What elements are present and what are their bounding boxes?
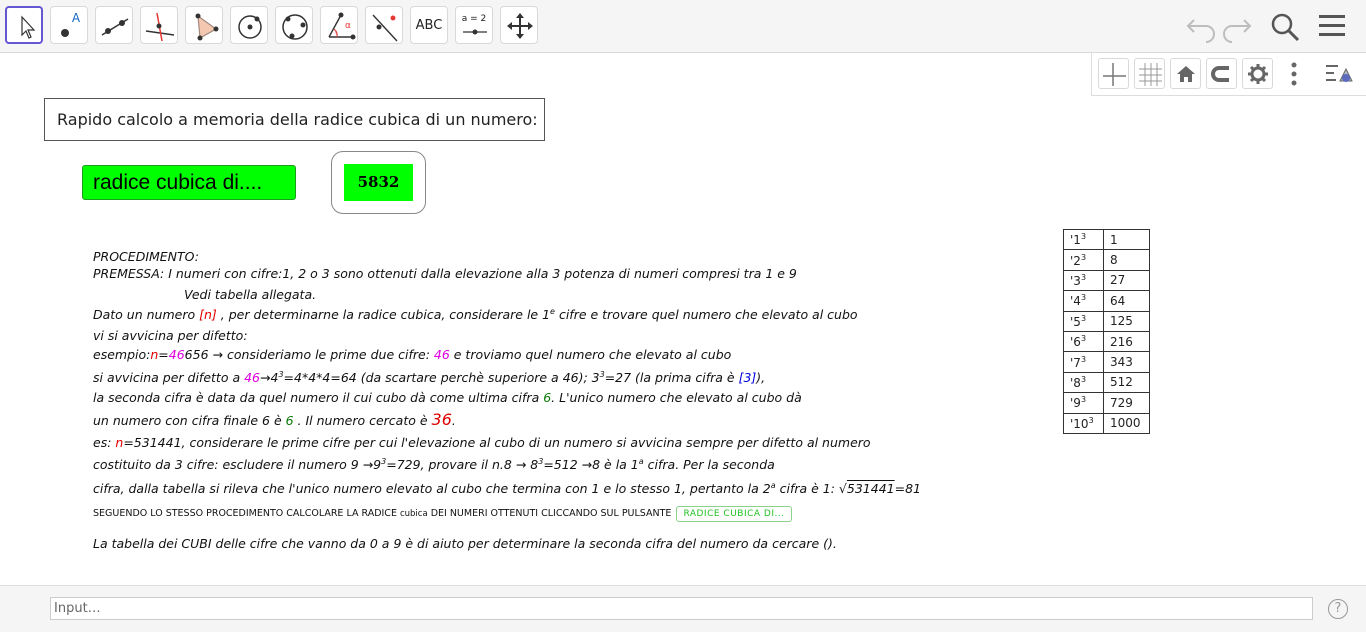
text-span: cifra, dalla tabella si rileva che l'unico numero elevato al cubo che termina con 1 e lo stesso 1, pertanto la 2 — [93, 481, 771, 497]
superscript: a — [638, 457, 644, 466]
text-span: =531441, considerare le prime cifre per cui l'elevazione al cubo di un numero si avvicina sempre per difetto al numero — [123, 435, 871, 450]
power-base: '3 — [1070, 273, 1081, 288]
highlight-digits: 46 — [244, 370, 260, 386]
grid-toggle[interactable] — [1134, 58, 1165, 89]
home-view-button[interactable] — [1170, 58, 1201, 89]
polygon-icon — [186, 7, 224, 45]
grid-icon — [1135, 59, 1166, 90]
power-exponent: 3 — [1080, 374, 1087, 384]
table-row — [1064, 230, 1150, 250]
circle-three-points-icon — [276, 7, 314, 45]
n-variable: n — [150, 347, 159, 362]
table-cell-power — [1064, 311, 1104, 331]
example2-line-3 — [93, 481, 921, 496]
text-span: costituito da 3 cifre: escludere il numero 9 →9 — [93, 457, 382, 473]
text-span: e troviamo quel numero che elevato al cubo — [449, 347, 732, 362]
table-note-line: La tabella dei CUBI delle cifre che vanno da 0 a 9 è di aiuto per determinare la seconda cifra del numero da cercare (). — [93, 536, 837, 551]
table-cell-power — [1064, 413, 1104, 433]
superscript: 3 — [599, 370, 605, 379]
power-exponent: 3 — [1080, 354, 1087, 364]
highlight-digit: 6 — [285, 413, 294, 428]
table-row — [1064, 413, 1150, 433]
text-span: un numero con cifra finale 6 è — [93, 413, 286, 428]
text-span: 656 — [184, 347, 209, 362]
superscript: 3 — [538, 457, 544, 466]
table-cell-value: 125 — [1104, 311, 1150, 331]
graphics-style-bar — [1091, 53, 1366, 96]
example-line-2 — [93, 370, 765, 385]
more-vertical-icon[interactable] — [1284, 61, 1304, 87]
example2-line-2 — [93, 457, 775, 472]
slider-tool-label: a = 2 — [461, 14, 487, 24]
reflect-tool-button[interactable] — [365, 6, 403, 44]
power-base: '10 — [1070, 416, 1089, 431]
superscript: 3 — [278, 370, 284, 379]
line-tool-button[interactable] — [95, 6, 133, 44]
text-span: cifra è 1: — [775, 481, 839, 497]
power-base: '7 — [1070, 355, 1081, 370]
slider-tool-button[interactable] — [455, 6, 493, 44]
power-exponent: 3 — [1088, 415, 1094, 425]
algebra-view-toggle-icon[interactable] — [1324, 61, 1358, 87]
text-span: = — [158, 347, 169, 362]
text-span: . Il numero cercato è — [293, 413, 432, 428]
table-cell-value: 512 — [1104, 372, 1150, 392]
power-exponent: 3 — [1080, 313, 1087, 323]
text-span: cifre e trovare quel numero che elevato al cubo — [554, 307, 858, 323]
graphics-settings-button[interactable] — [1242, 58, 1273, 89]
polygon-tool-button[interactable] — [185, 6, 223, 44]
alpha-label: α — [345, 21, 351, 31]
power-base: '5 — [1070, 314, 1081, 329]
power-exponent: 3 — [1080, 395, 1087, 405]
number-display-box — [331, 151, 426, 214]
result-value: 36 — [431, 410, 452, 429]
text-span: =729, provare il n.8 → 8 — [386, 457, 539, 473]
table-cell-value: 1 — [1104, 230, 1150, 250]
table-row — [1064, 311, 1150, 331]
table-cell-value: 64 — [1104, 291, 1150, 311]
text-span: si avvicina per difetto a — [93, 370, 245, 386]
sqrt-symbol: √ — [838, 481, 847, 497]
text-span: → consideriamo le prime due cifre: — [208, 347, 434, 362]
number-value: 5832 — [344, 164, 413, 201]
example-line-4 — [93, 410, 456, 429]
menu-icon[interactable] — [1315, 10, 1349, 44]
table-row — [1064, 250, 1150, 270]
table-cell-power — [1064, 270, 1104, 290]
move-graphics-tool-button[interactable] — [500, 6, 538, 44]
cube-root-button[interactable]: radice cubica di.... — [82, 165, 296, 200]
title-box: Rapido calcolo a memoria della radice cubica di un numero: — [44, 98, 545, 141]
text-tool-button[interactable] — [410, 6, 448, 44]
text-span: DEI NUMERI OTTENUTI CLICCANDO SUL PULSANTE — [427, 508, 672, 519]
table-cell-value: 343 — [1104, 352, 1150, 372]
power-exponent: 3 — [1080, 272, 1087, 282]
line-icon — [96, 7, 134, 45]
text-span: es: — [93, 435, 116, 450]
n-variable: n — [115, 435, 124, 450]
superscript: 3 — [381, 457, 387, 466]
table-cell-power — [1064, 352, 1104, 372]
text-span: =27 (la prima cifra è — [604, 370, 739, 386]
procedure-heading: PROCEDIMENTO: — [93, 249, 199, 264]
point-capturing-button[interactable] — [1206, 58, 1237, 89]
text-span: =512 →8 è la 1 — [543, 457, 639, 473]
power-exponent: 3 — [1080, 232, 1087, 242]
input-field[interactable]: Input… — [50, 597, 1313, 620]
text-span: →4 — [260, 370, 279, 386]
table-cell-power — [1064, 250, 1104, 270]
table-cell-value: 216 — [1104, 331, 1150, 351]
text-tool-label: ABC — [415, 18, 443, 33]
superscript: e — [550, 307, 555, 316]
home-icon — [1171, 59, 1202, 90]
step-line-1 — [93, 307, 858, 322]
text-span: la seconda cifra è data da quel numero il cui cubo dà come ultima cifra — [93, 390, 544, 405]
premise-line: PREMESSA: I numeri con cifre:1, 2 o 3 sono ottenuti dalla elevazione alla 3 potenza di numeri compresi tra 1 e 9 — [93, 266, 797, 281]
text-span: . L'unico numero che elevato al cubo dà — [551, 390, 802, 405]
conic-tool-button[interactable] — [275, 6, 313, 44]
table-cell-power — [1064, 393, 1104, 413]
text-span: . — [451, 413, 456, 428]
table-cell-power — [1064, 372, 1104, 392]
table-row — [1064, 393, 1150, 413]
power-base: '9 — [1070, 396, 1081, 411]
table-row — [1064, 331, 1150, 351]
text-span: Dato un numero — [93, 307, 200, 323]
power-base: '2 — [1070, 253, 1081, 268]
table-cell-value: 1000 — [1104, 413, 1150, 433]
table-cell-value: 27 — [1104, 270, 1150, 290]
see-table-line: Vedi tabella allegata. — [184, 287, 317, 302]
power-base: '4 — [1070, 294, 1081, 309]
reflect-icon — [366, 7, 404, 45]
text-span: cubica — [399, 509, 428, 519]
gear-icon — [1243, 59, 1274, 90]
highlight-digits: 46 — [433, 347, 450, 362]
undo-icon[interactable] — [1184, 10, 1218, 44]
example2-line-1 — [93, 435, 871, 450]
radicand: 531441 — [846, 481, 895, 497]
table-cell-power — [1064, 291, 1104, 311]
power-base: '1 — [1070, 233, 1081, 248]
highlight-digits: 46 — [168, 347, 185, 362]
input-bar — [0, 585, 1366, 632]
circle-tool-button[interactable] — [230, 6, 268, 44]
text-span: cifra. Per la seconda — [643, 457, 775, 473]
cubes-table — [1063, 229, 1150, 434]
text-span: esempio: — [93, 347, 151, 362]
power-base: '6 — [1070, 335, 1081, 350]
table-row — [1064, 372, 1150, 392]
help-icon[interactable]: ? — [1328, 599, 1348, 619]
highlight-digit: 6 — [543, 390, 552, 405]
power-exponent: 3 — [1080, 334, 1087, 344]
cube-root-mini-button[interactable]: RADICE CUBICA DI... — [676, 506, 791, 522]
circle-icon — [231, 7, 269, 45]
text-span: , per determinarne la radice cubica, considerare le 1 — [216, 307, 551, 323]
instruction-line — [93, 506, 792, 522]
first-digit: [3] — [738, 370, 757, 386]
power-base: '8 — [1070, 375, 1081, 390]
cursor-arrow-icon — [7, 8, 45, 46]
example-line-1 — [93, 347, 731, 362]
text-span: =4*4*4=64 (da scartare perchè superiore a 46); 3 — [283, 370, 600, 386]
text-span: SEGUENDO LO STESSO PROCEDIMENTO CALCOLARE LA RADICE — [93, 508, 400, 519]
toolbar — [0, 0, 1366, 53]
superscript: a — [770, 481, 776, 490]
move-arrows-icon — [501, 7, 539, 45]
table-cell-power — [1064, 331, 1104, 351]
slider-icon — [456, 7, 494, 45]
table-row — [1064, 291, 1150, 311]
table-cell-power — [1064, 230, 1104, 250]
angle-tool-button[interactable] — [320, 6, 358, 44]
magnet-icon — [1207, 59, 1238, 90]
axes-toggle[interactable] — [1098, 58, 1129, 89]
example-line-3 — [93, 390, 802, 405]
text-span: ), — [756, 370, 766, 386]
table-row — [1064, 270, 1150, 290]
step-line-2: vi si avvicina per difetto: — [93, 328, 248, 343]
text-span: =81 — [894, 481, 921, 497]
redo-icon[interactable] — [1220, 10, 1254, 44]
table-cell-value: 8 — [1104, 250, 1150, 270]
table-cell-value: 729 — [1104, 393, 1150, 413]
point-tool-button[interactable] — [50, 6, 88, 44]
search-icon[interactable] — [1268, 10, 1302, 44]
perpendicular-icon — [141, 7, 179, 45]
point-label: A — [71, 11, 81, 25]
perpendicular-tool-button[interactable] — [140, 6, 178, 44]
power-exponent: 3 — [1080, 252, 1087, 262]
table-row — [1064, 352, 1150, 372]
move-tool-button[interactable] — [5, 6, 43, 44]
axes-icon — [1099, 59, 1130, 90]
n-placeholder: [n] — [199, 307, 217, 323]
power-exponent: 3 — [1080, 293, 1087, 303]
